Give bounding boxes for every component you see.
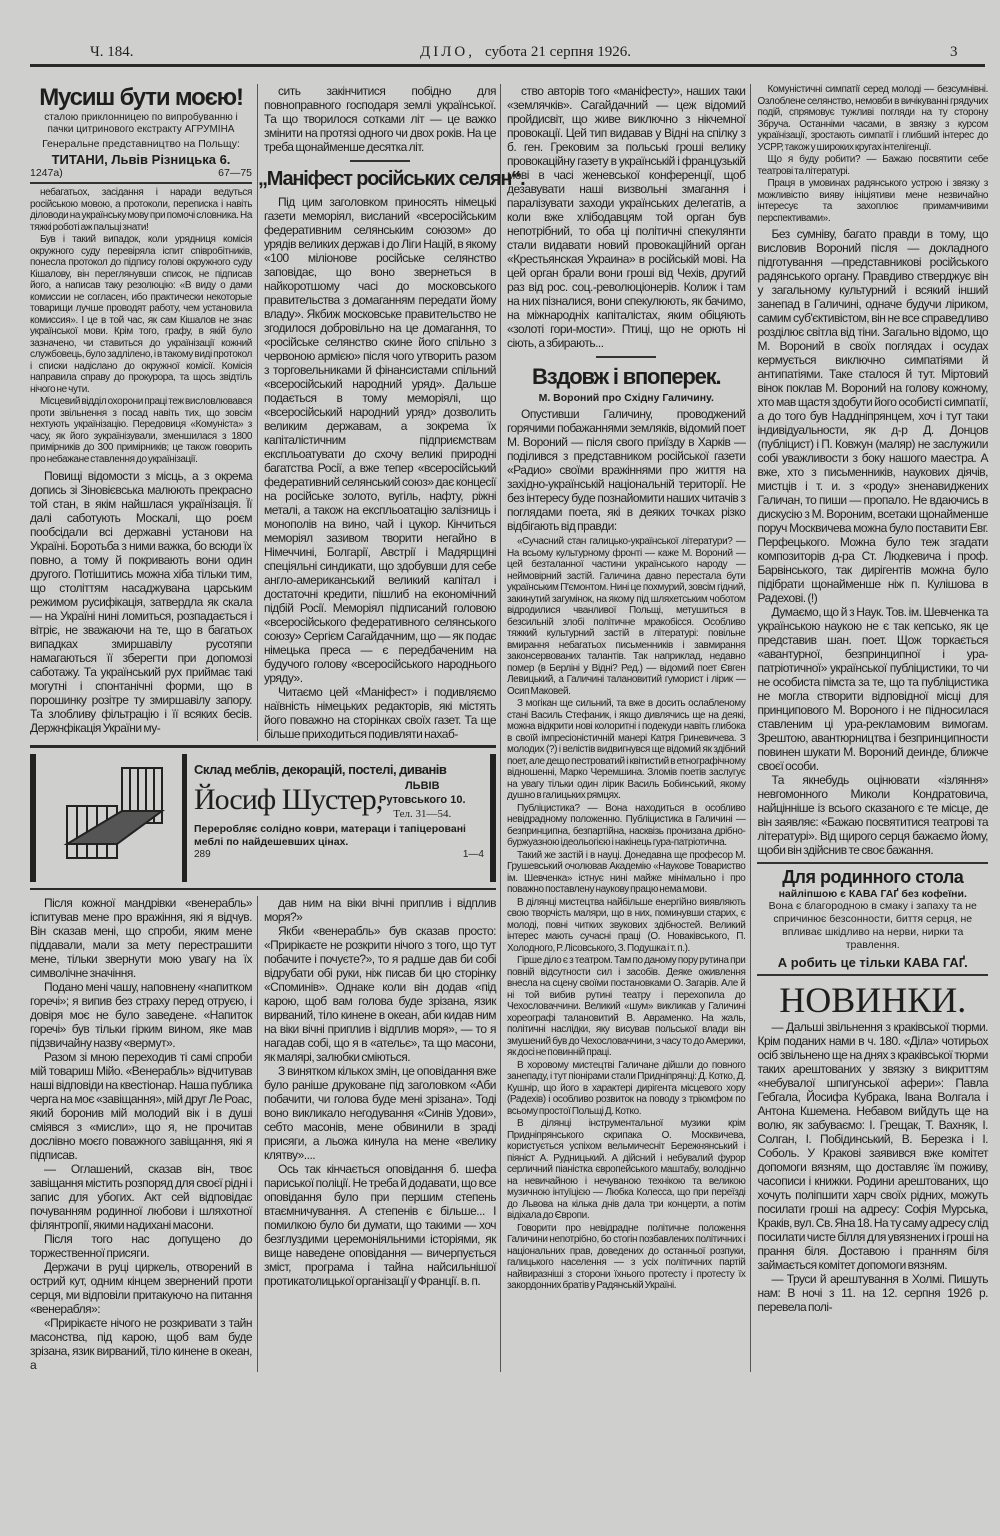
article-manifest	[264, 195, 496, 741]
paragraph: Разом зі мною переходив ті самі спроби мій товариш Мійо. «Венерабль» відчитував наші відповіди на квестіонар. Наша публика черга на моє «завіщання», мій друг Ле Роас, який боронив мій молодий вік і в душі сміявся з «мисли», що я, не прочитав дослівно моєго поважного завіщання, які я підписав.	[30, 1050, 252, 1162]
paragraph: небагатьох, засідання і наради ведуться російською мовою, а протоколи, переписка і навіть діловоди на українську мову при помочі словника. На тяжкі роботі аж пальці знати!	[30, 187, 252, 233]
paragraph: Праця в умовинах радянського устрою і звязку з можливістю вияву ініціятиви мене незвичайно інтересує та захоплює примамчивими перспективами».	[757, 178, 988, 224]
paragraph: Без сумніву, багато правди в тому, що висловив Вороний після — докладного підготування —представникові російського радянського органу. Правдиво стверджує він у загальному культурний і всякий інший занепад в Галичині, одначе будучи ліриком, самим суб'єктивістом, він не все справедливо розділює світла від тіни. Загально відомо, що М. Вороний в своїх поглядах і осудах кермується виключно симпатіями й антипатіями. Таке сталося й тут. Міртовий вінок поклав М. Вороний на голову кожному, хто мав щастя здобути його особисті симпатії, а до того був Наддніпрянцем, хоч і тут таки індивідуальности, як д-р Д. Донцов (публіцист) і П. Ковжун (маляр) не заслужили собі уважливости з боку нашого маестра. А вже, хто з письменників, наукових діячів, мистців і т. и. з «роду» зненавиджених Галичан, то пиши — пропало. Не вдаючись в дискусію з М. Вороним, всетаки щонайменше поруч Москвичева можна було поставити Евг. Перфецького. Можна було теж згадати композиторів д-ра Ст. Людкевича і проф. Барвінського, так дирігентів можна було підібрати щонайменше ніж п. Кулішова в Радехові. (!)	[757, 227, 988, 605]
paragraph: Читаємо цей «Маніфест» і подивляємо наївність німецьких редакторів, які містять його поважно на сторінках своїх газет. Та ще більше приходиться подивляти нахаб-	[264, 685, 496, 741]
paragraph: Після того нас допущено до торжественної присяги.	[30, 1232, 252, 1260]
paragraph: дав ним на віки вічні приплив і відплив моря?»	[264, 896, 496, 924]
article-ukrainization-end	[264, 84, 496, 154]
paragraph: Та якнебудь оцінювати «ізляння» невгомонного Миколи Кондратовича, найцінніше із всього сказаного є те місце, де він заявляє: «Бажаю посвятитися театрові та літературі». Від щирого серця бажаємо йому, щоби він здійснив те своє бажання.	[757, 773, 988, 857]
paragraph: «Прирікаєте нічого не розкривати з тайн масонства, під карою, щоб вам буде зрізана, язик вирваний, тіло кинене в океан, а	[30, 1316, 252, 1372]
article-masonry-memoirs	[30, 896, 252, 1372]
furniture-ad-phone: Тел. 31—54.	[393, 808, 452, 820]
ad-rule	[757, 862, 988, 864]
article-masonry-memoirs-continued	[264, 896, 496, 1288]
ad-rule	[757, 974, 988, 976]
agrumin-ad-address: ТИТАНИ, Львів Різницька 6.	[51, 152, 231, 167]
paragraph: — Труси й арештування в Холмі. Пишуть нам: В ночі з 11. на 12. серпня 1926 р. перевела полі-	[757, 1272, 988, 1314]
news-items	[757, 1020, 988, 1314]
agrumin-ad-title: Мусиш бути моєю!	[39, 84, 243, 111]
paragraph: Якби «венерабль» був сказав просто: «Прирікаєте не розкрити нічого з того, що тут побачите і почуєте?», то я радше дав би собі відрубати обі руки, ніж писав би цю сторінку «Споминів». Однаке коли він додав «під карою, щоб вам голова буде зрізана, язик вирваний, тіло кинене в океан, аби кидав ним на віки вічні приплив і відплив моря», — то я нагадав собі, що я в «ательє», та що масони, як малярі, залюбки сміються.	[264, 924, 496, 1064]
paragraph: Місцевий відділ охорони праці теж висловлювався проти звільнення з посад навіть тих, що зовсім нехтують українізацію. Передовиця «Комуніста» з часу, як його зукраїнізували, зменшилася з 1800 примірників до 300 примірників; це також говорить про небажане ставлення до українізації.	[30, 396, 252, 465]
paragraph: Після кожної мандрівки «венерабль» іспитував мене про вражіння, які я відчув. Він сказав мені, що спроби, яким мене піддавали, мали за мету перестрашити мене, тільки звернути мою увагу на їх символічне значіння.	[30, 896, 252, 980]
paragraph: Держачи в руці циркель, отворений в острий кут, одним кінцем звернений проти серця, ми відповіли притакуючо на питання «венерабля»:	[30, 1260, 252, 1316]
article-voronyi-quote-end	[757, 84, 988, 224]
bottom-row	[30, 896, 496, 1372]
paragraph: В ділянці мистецтва найбільше енергійно виявляють свою творчість маляри, що в них, поминувши старих, є молоді, повні читких звукових здібностей. Великий інтерес мають сучасні праці (О. Новаківського, П. Холодного, Р. Лісовського, З. Подушка і т. п.).	[507, 896, 746, 954]
paragraph: Подано мені чашу, наповнену «напитком горечі»; я випив без страху перед отруєю, і довіря моє не було заведене. «Напиток горечі» був тільки гірким вином, яке мав підзвичайну назву «вермут».	[30, 980, 252, 1050]
paragraph: Такий же застій і в науці. Донедавна ще професор М. Грушевський очолював Академію «Наукове Товариство ім. Шевченка» істнує нині майже мінімально і про поважно поставлену наукову працю нема мови.	[507, 849, 746, 895]
article-manifest-end	[507, 84, 745, 350]
vzdovzh-subheading: М. Вороний про Східну Галичину.	[538, 392, 714, 404]
masthead	[30, 44, 980, 66]
issue-number: Ч. 184.	[90, 44, 134, 60]
agrumin-ad-text: сталою приклонницею по випробуванню і пачки цитринового екстракту АГРУМІНА	[44, 112, 238, 135]
paragraph: Під цим заголовком приносять німецькі газети меморіял, висланий «всеросійським федеративним селянським союзом» до урядів великих держав і до Ліги Націй, в якому «100 міліонове російське селянство заповідає, що воно звернеться в найкоротшому часі до московського правительства з домаганням передати йому владу». Якбиж московське правительство не згодилося добровільно на це домагання, то «російське селянство скине його спільно з червоною армією» після чого утворить разом з торговельниками й фінансистами спільний «всеросійський народний уряд». Дальше подається в тому меморіялі, що «всеросійський народний уряд» дозволить великим державам, а зокрема їх капіталістичним підприємствам експльоатувати до схочу великі природні багатства Росії, а вже тепер «всеросійський федеративний селянський союз» дає концесії на російське золото, вугіль, нафту, ріжні металі, а також на експльоатацію залізниць і монополів на вино, чай і цукор. Кінчиться меморіял зазивом творити негайно в Німеччині, Болгарії, Австрії і Мадярщині спеціяльні синдикати, що здобувши для себе англо-американський великий капітал і достаточні кредити, пішлиб на економічний підбій Росії. Меморіял підписаний головою «всеросійського федеративного селянського союзу» Сергієм Сагайдачним, що — як подає німецька преса — є передбаченим на будучого голову «всеросійського народнього уряду».	[264, 195, 496, 685]
ad-top-rule	[30, 745, 496, 748]
paragraph: ство авторів того «маніфесту», наших таки «землячків». Сагайдачний — цеж відомий пройдисвіт, що живе виключно з нікчемної провокації. Цей тип видавав у Відні на спілку з б. ген. Грековим за польські гроші велику провокаційну газету в українській і французькій мові в часі женевської конференції, щоб дезавувати наші визвольні змагання і паралізувати заходи українських делегатів, а коли вже хлібодавцям той орган був непотрібний, то оба ці політичні спекулянти стали видавати новий провокаційний орган «Крестьянская Украина» в російській мові. На цей орган брали вони гроші від Чехів, другий раз від рос. соц.-революціонерів. Колиж і там на них пізналися, вони спекулюють, як бачимо, на міжнародніх капіталістах, яким обіцяють «золоті гори-мости». Птиці, що не орють ні сіють, а збирають...	[507, 84, 746, 350]
column-3	[500, 84, 750, 1372]
paragraph: В ділянці інструментальної музики крім Придніпрянського скрипака О. Москвичева, користується успіхом вельмичесніт Бережнянський і піяніст А. Рудницький. А дійсний і небувалий фурор серличний піаністка європейського маштабу, володінчо на невичайною і нечуваною технікою та великою музичною інтуїцією — Любка Колесса, що при переїзді до Львова на кілька днів дала три концерти, а потім відіхала до Європи.	[507, 1118, 746, 1221]
ad-numbers: 1—4	[462, 849, 484, 860]
furniture-ad-tagline: Склад меблів, декорацій, постелі, диванів	[194, 762, 447, 777]
ad-divider	[182, 754, 187, 882]
column-2-bottom	[257, 896, 496, 1372]
top-row	[30, 84, 525, 741]
paragraph: З винятком кількох змін, це оповідання вже було раніше друковане під заголовком «Аби побачити, чи голова буде мені зрізана». Тоді воно викликало негодування «Синів Удови», себто масонів, мене обвинили в зраді присяги, а льожа кинула на мене «велику клятву»....	[264, 1064, 496, 1162]
ad-rule	[30, 182, 252, 184]
coffee-ad-title: Для родинного стола	[782, 867, 964, 887]
paragraph: «Сучасний стан галицько-української літератури? — На всьому культурному фронті — каже М. Вороний — цей безталанної частини українського народу — неймовірний застій. Галичина давно перестала бути українським П'ємонтом. Нині це похмурий, зовсім гідний, закинутий загумінок, на якому під шляхетським чоботом відродилися чванливої Польщі, метушиться в безсильній злобі політичне мракобісся. Особливо тяжкий культурний застій в літературі: повільне вмирання небагатьох письменників і завмирання законсервованих талантів. Так наприклад, недавно помер (в Берліні у Відні? Ред.) — відомий поет Євген Левицький, а Галичині талановитий гуморист і лірик — Осип Маковей.	[507, 536, 746, 697]
paragraph: — Дальші звільнення з краківської тюрми. Крім поданих нами в ч. 180. «Діла» чотирьох осіб звільнено ще на днях з краківської тюрми таких арештованих у звязку з викриттям «небувалої шпигунської афери»: Павла Гебгала, Йосифа Кубрака, Івана Волгала і Антона Кшемена. Небавом вийдуть ще на волю, як забуваємо: І. Грещак, Т. Вахняк, І. Солган, І. Побідинський, В. Березка і І. Соболь. У Кракові заявився вже комітет допомоги вязням, що доставляє їм поживу, часописи і книжки. Родини арештованих, що хочуть поліпшити харч своїх рідних, можуть посилати гроші на адресу: Софія Мурська, Краків, вул. Св. Яна 18. На ту саму адресу слід посилати чисте білля для увязнених і гроші на прання біля. Доставою і пранням біля займається комітет допомоги вязням.	[757, 1020, 988, 1272]
furniture-ad	[30, 754, 496, 882]
furniture-ad-services: Переробляє солідно коври, матераци і тапіцеровані меблі по найдешевших цінах.	[194, 823, 466, 848]
column-1	[30, 84, 257, 741]
ad-code: 289	[194, 849, 211, 860]
column-4	[750, 84, 988, 1372]
ad-numbers: 67—75	[218, 167, 252, 179]
column-2	[257, 84, 525, 741]
page-number: 3	[950, 44, 958, 60]
page-body	[30, 84, 988, 1372]
column-1-bottom	[30, 896, 257, 1372]
paragraph: Ось так кінчається оповідання б. шефа париської поліції. Не треба й додавати, що все оповідання було при першим степень втаємничування. А степенів є більше... І помилкою було би думати, що такими — хоч безглуздими церемоніяльними історіями, як вище наведене оповідання — вичерпується зміст, програма і тайна найсильнішої протикатолицької організації у Франції. в. п.	[264, 1162, 496, 1288]
paragraph: Опустивши Галичину, проводжений горячими побажаннями земляків, відомий поет М. Вороний — після свого приїзду в Харків — поділився з представником російської газети «Радио» своїми вражіннями про життя на західно-українській національній території. Не без інтересу буде познайомити наших читачів з поглядами поета, які в деяких точках різко відбігають від правди:	[507, 407, 746, 533]
bed-icon	[62, 766, 172, 866]
ad-code: 1247а)	[30, 167, 63, 179]
furniture-ad-street: Рутовського 10.	[379, 794, 466, 806]
manifest-heading: „Маніфест російських селян“.	[258, 168, 525, 190]
paragraph: Гірше діло є з театром. Там по даному пору рутина при повній відсутности сил і засобів. Деяке оживлення внесла на сцену своїми постановками О. Загарів. Але й ні той вибив рутині театру і перехопила до Чехословаччини. Великий «шум» викликав у Галичині хореографі талановитий В. Авраменко. На жаль, політичні наслідки, яку висував польської влади він змушений був до Чехословаччини, з часу то до Америки, як досі не повинній праці.	[507, 955, 746, 1058]
coffee-ad-text: Вона є благородною в смаку і запаху та не спричинює безсонности, биття серця, не впливає шкідливо на нерви, нирки та травлення.	[768, 900, 977, 951]
paragraph: Був і такий випадок, коли урядниця комісія окружного суду перевіряла іспит співробітників, понесла протокол до підпису голові окружного суду Кішалову, він переглянувши список, не підписав його, а написав таку резолюцію: «В виду о дами комиссии не согласен, ибо практически некоторые товарищи лучше проводят работу, чем установила комиссия». І це в той час, як сам Кішалов не знає української мови. Крім того, графу, в якій було зазначено, чи ставиться до українізації кожний службовець, було задлілено, і в такому виді протокол і списки надіслано до окружної комісії. Комісія направила справу до прокурора, та щось звідтіль нічого не чути.	[30, 234, 252, 395]
coffee-ad-line: найліпшою є КАВА ГАҐ без кофеїни.	[778, 888, 967, 900]
article-voronyi-intro	[507, 407, 745, 533]
paragraph: Говорити про невідрадне політичне положення Галичини непотрібно, бо стогін позбавлених політичних і національних прав, доведених до останньої розпуки, галицького населення — з усіх політичних партій найвиразніші з сторони їхнього протесту і протесту їх закордонних братів у Радянській Україні.	[507, 1222, 746, 1291]
paragraph: Що я буду робити? — Бажаю посвятити себе театрові та літературі.	[757, 154, 988, 177]
article-voronyi-quote	[507, 536, 745, 1292]
novynky-heading: НОВИНКИ.	[779, 980, 967, 1020]
paragraph: З могікан ще сильний, та вже в досить ослабленому стані Василь Стефаник, і якщо дивлячись ще на деякі, можна відкрити нові колоритні і подекуди навіть глибока в своїй імпресіоністичній манері Катря Гриневичева. З молодих (?) і велістів видвигнувся ще відомий як здібний поет, але дещо пестроватий і квітистий в етнографічному відношенні, Марко Черемшина. Зломів поетів заслугує на увагу тільки один лірик Василь Бобинський, якому душно в галицьких рямцях.	[507, 698, 746, 801]
section-rule	[596, 356, 656, 358]
issue-date: субота 21 серпня 1926.	[485, 44, 632, 60]
paragraph: — Оглашений, сказав він, твоє завіщання містить розпоряд для своєї рідні і запис для убогих. Акт сей відповідає почуванням родинної любови і шляхотної філянтропії, якими надихані масони.	[30, 1162, 252, 1232]
left-block	[30, 84, 525, 1372]
paragraph: Комуністичні симпатії серед молоді — безсумнівні. Озлоблене селянство, немовби в вичікуванні грядучих подій, спрямовує тужливі погляди на ту сторону Збруча. Останніми часами, в звязку з курсом українізації, зростають симпатії і глибший інтерес до УСРР, також у широких кругах інтелігенції.	[757, 84, 988, 153]
coffee-ad-slogan: А робить це тільки КАВА ГАҐ.	[777, 955, 968, 970]
ad-bottom-rule	[30, 888, 496, 890]
paragraph: сить закінчитися побідно для повноправного господаря землі української. Та що творилося сотками літ — це важко змінити на протязі одного чи двох років. На це треба щонайменше десятка літ.	[264, 84, 496, 154]
article-voronyi-commentary	[757, 227, 988, 857]
agrumin-ad-representation: Генеральне представництво на Польщу:	[42, 138, 240, 150]
masthead-rule	[30, 64, 985, 67]
section-rule	[350, 160, 410, 162]
agrumin-ad	[30, 84, 252, 184]
furniture-ad-name: Йосиф Шустер,	[194, 783, 383, 816]
paper-title: ДІЛО,	[420, 44, 475, 60]
paragraph: Публіцистика? — Вона находиться в особливо невідрадному положенню. Публіцистика в Галичині — безпринципна, безпартійна, насквізь пронизана дрібно-буржуазною ідеольогією і накінець гура-патріотична.	[507, 802, 746, 848]
paragraph: В хоровому мистецтві Галичане дійшли до повного занепаду, і тут піонірами стали Придніпрянці: Д. Котко, Д. Кушнір, що його в характері дирігента місцевого хору (Радехів) і особливо розвиток на поводу з тріюмфом по всьому простої Польщі Д. Котко.	[507, 1059, 746, 1117]
vzdovzh-heading: Вздовж і впоперек.	[532, 364, 721, 389]
furniture-ad-city: ЛЬВІВ	[404, 780, 440, 792]
paragraph: Думаємо, що й з Наук. Тов. ім. Шевченка та українською наукою не є так кепсько, як це представив шан. поет. Щож торкається «авантурної, безпринципної і ура-патріотичної» української публіцистики, то чи не особиста пімста за те, що та публіцистика не могла створити відповідної місці для принципового М. Вороного і не підносилася ставленим ці ура-рекламовим вимогам. Зрештою, авантюрництва і безпринципности повинен шукати М. Вороний деинде, ближче своєї особи.	[757, 605, 988, 773]
article-ukrainization-continued	[30, 469, 252, 735]
article-ukrainization-details	[30, 187, 252, 465]
coffee-ad	[757, 867, 988, 970]
paragraph: Повищі відомости з місць, а з окрема допись зі Зіновієвська малюють прекрасно той стан, в якім найшлася українізація. Її далі саботують Москалі, що роєм пообсідали всі державні установи на Україні. Боротьба з ними важка, бо всюди їх повно, а тому й покривають вони один другого. Потішитись можна хіба тільки тим, що століттям насаджувана царським режимом русифікація, затвердла як скала — на Україні нині ломиться, розпадається і вітріє, не зважаючи на те, що в багатьох випадках змиршавілу русотяпи намагаються її зберегти при допомозі саботажу. Та український рух приймає такі могутні і спонтанічні форми, що в порошинку розітре ту змиршавілу запору. Та злобливу фільтрацію і її всяких бесів. Держнфікація України му-	[30, 469, 252, 735]
